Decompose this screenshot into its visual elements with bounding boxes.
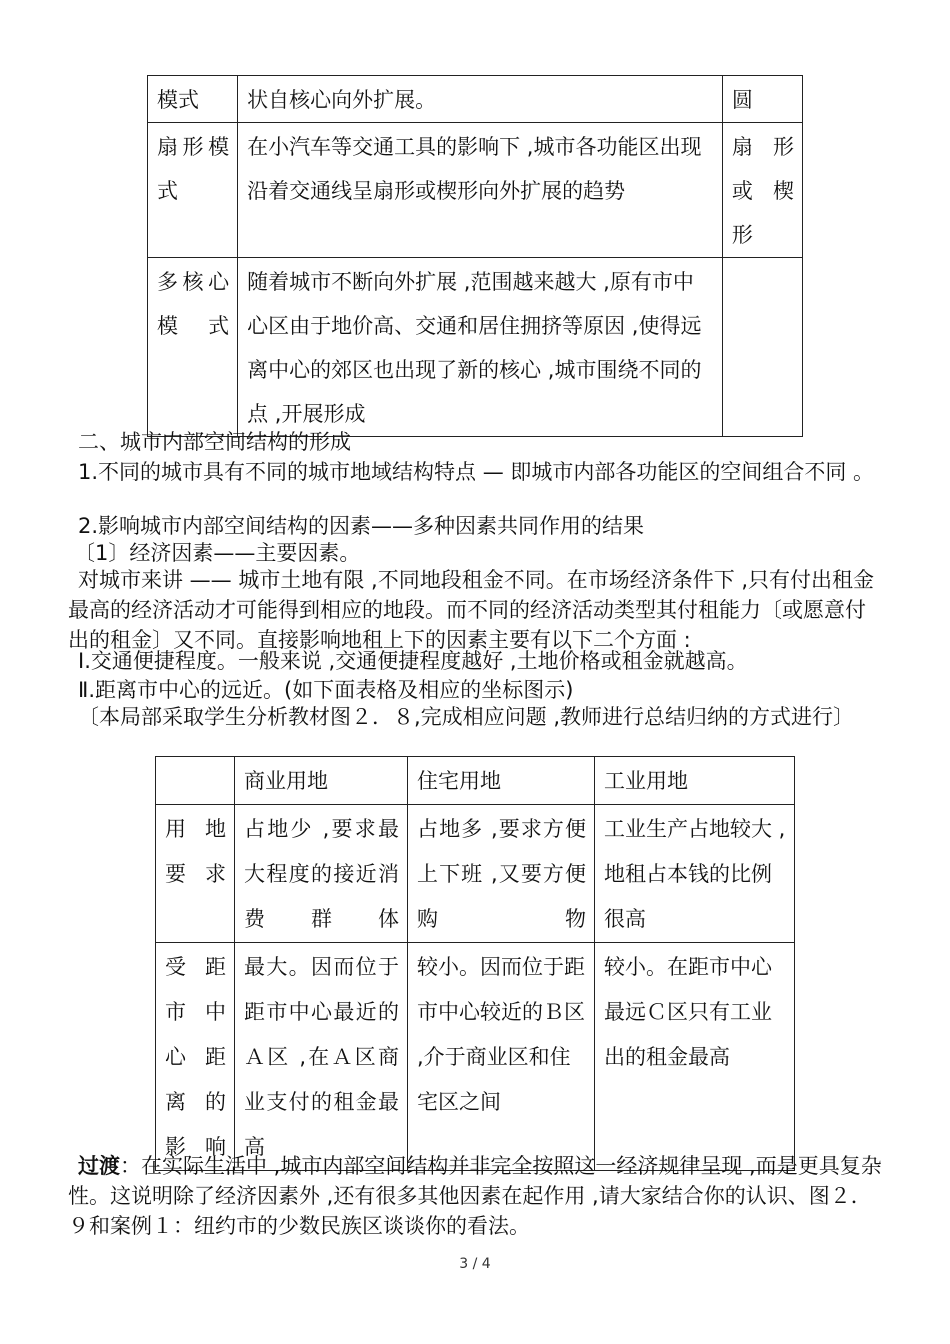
commercial-cell: 最大。因而位于距市中心最近的Ａ区 ,在Ａ区商业支付的租金最高 xyxy=(235,943,408,1171)
page-number: 3 / 4 xyxy=(459,1256,491,1272)
model-name-cell: 扇形模式 xyxy=(148,123,238,258)
model-shape-cell: 圆 xyxy=(722,76,802,123)
model-desc-cell: 在小汽车等交通工具的影响下 ,城市各功能区出现沿着交通线呈扇形或楔形向外扩展的趋势 xyxy=(238,123,723,258)
paragraph: 1.不同的城市具有不同的城市地域结构特点 — 即城市内部各功能区的空间组合不同 。 xyxy=(78,460,875,484)
paragraph: 〔本局部采取学生分析教材图２．８,完成相应问题 ,教师进行总结归纳的方式进行〕 xyxy=(78,705,855,729)
urban-model-table xyxy=(147,75,803,437)
table-row xyxy=(148,76,803,123)
header-cell: 工业用地 xyxy=(595,757,795,805)
paragraph: 〔1〕经济因素——主要因素。 xyxy=(74,541,361,565)
header-cell: 商业用地 xyxy=(235,757,408,805)
table-header-row xyxy=(156,757,795,805)
industrial-cell: 较小。在距市中心最远Ｃ区只有工业出的租金最高 xyxy=(595,943,795,1171)
table-row xyxy=(148,123,803,258)
paragraph: Ⅰ.交通便捷程度。一般来说 ,交通便捷程度越好 ,土地价格或租金就越高。 xyxy=(78,649,748,673)
model-shape-cell xyxy=(722,258,802,437)
model-name-cell: 模式 xyxy=(148,76,238,123)
table-row xyxy=(148,258,803,437)
model-name-cell: 多核心模式 xyxy=(148,258,238,437)
transition-text: ：在实际生活中 ,城市内部空间结构并非完全按照这一经济规律呈现 ,而是更具复杂性。这说明除了经济因素外 ,还有很多其他因素在起作用 ,请大家结合你的认识、图２．９和案例１：纽约市的少数民族区谈谈你的看法。 xyxy=(68,1154,882,1238)
residential-cell: 占地多 ,要求方便上下班 ,又要方便购物 xyxy=(408,805,595,943)
commercial-cell: 占地少 ,要求最大程度的接近消费群体 xyxy=(235,805,408,943)
residential-cell: 较小。因而位于距市中心较近的Ｂ区 ,介于商业区和住宅区之间 xyxy=(408,943,595,1171)
model-shape-cell: 扇形或楔形 xyxy=(722,123,802,258)
section-heading: 二、城市内部空间结构的形成 xyxy=(78,430,351,454)
header-cell: 住宅用地 xyxy=(408,757,595,805)
transition-label: 过渡 xyxy=(78,1154,120,1178)
industrial-cell: 工业生产占地较大 ,地租占本钱的比例很高 xyxy=(595,805,795,943)
paragraph: Ⅱ.距离市中心的远近。(如下面表格及相应的坐标图示) xyxy=(78,678,574,702)
row-label-cell: 受距市中心距离的影响 xyxy=(156,943,235,1171)
paragraph: 2.影响城市内部空间结构的因素——多种因素共同作用的结果 xyxy=(78,514,645,538)
table-row xyxy=(156,805,795,943)
row-label-cell: 用地要求 xyxy=(156,805,235,943)
table-row xyxy=(156,943,795,1171)
land-use-table xyxy=(155,756,795,1171)
model-desc-cell: 随着城市不断向外扩展 ,范围越来越大 ,原有市中心区由于地价高、交通和居住拥挤等原因 ,使得远离中心的郊区也出现了新的核心 ,城市围绕不同的点 ,开展形成 xyxy=(238,258,723,437)
paragraph: 对城市来讲 —— 城市土地有限 ,不同地段租金不同。在市场经济条件下 ,只有付出租金最高的经济活动才可能得到相应的地段。而不同的经济活动类型其付租能力〔或愿意付出的租金〕又不同。直接影响地租上下的因素主要有以下二个方面 : xyxy=(68,568,875,652)
transition-paragraph xyxy=(68,1151,882,1241)
header-cell xyxy=(156,757,235,805)
model-desc-cell: 状自核心向外扩展。 xyxy=(238,76,723,123)
